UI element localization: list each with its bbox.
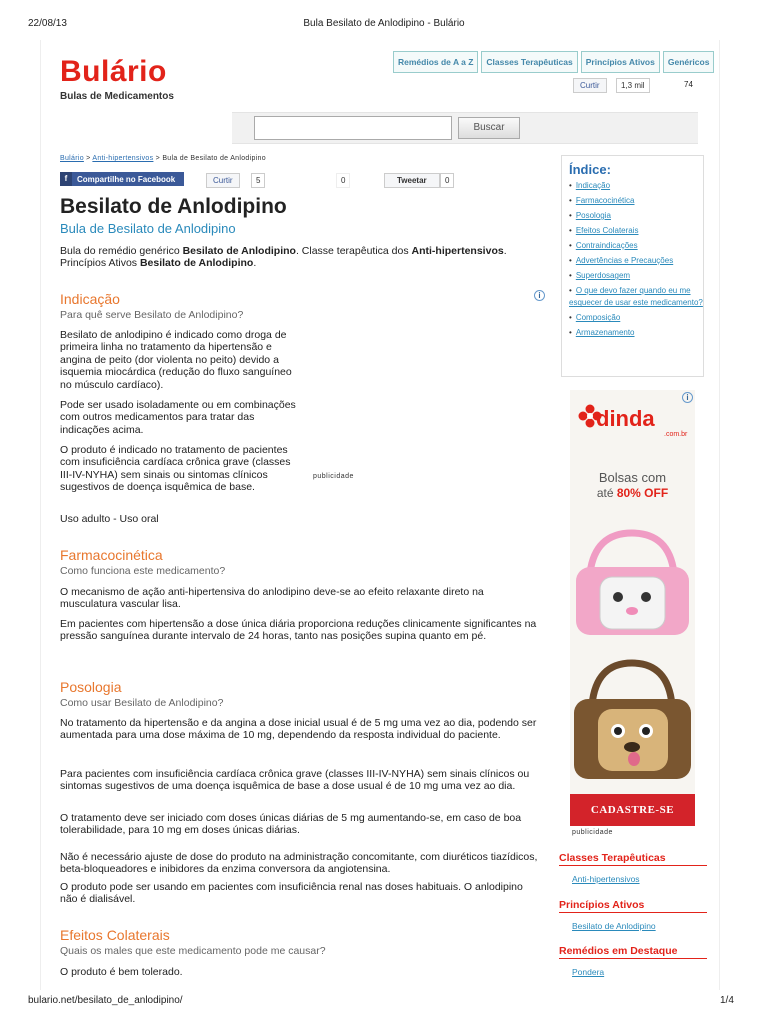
tweet-button[interactable]: Tweetar — [384, 173, 440, 188]
sidebar-principios-heading: Princípios Ativos — [559, 899, 645, 911]
sidebar-classes-link[interactable]: Anti-hipertensivos — [572, 874, 640, 884]
index-item: • Composição — [569, 313, 621, 323]
index-item: • Armazenamento — [569, 328, 635, 338]
ad-info-icon[interactable]: i — [534, 290, 545, 301]
breadcrumb-category[interactable]: Anti-hipertensivos — [92, 155, 154, 162]
section-indicacao-subtitle: Para quê serve Besilato de Anlodipino? — [60, 309, 244, 321]
pink-bag-image — [570, 525, 695, 643]
section-efeitos-title: Efeitos Colaterais — [60, 927, 170, 943]
index-link-superdosagem[interactable]: Superdosagem — [575, 271, 631, 280]
page-title: Besilato de Anlodipino — [60, 195, 287, 218]
posologia-p1: No tratamento da hipertensão e da angina a dose inicial usual é de 5 mg uma vez ao dia, podendo ser aumentada para uma dose máxima de 10 mg, dependendo da resposta individual do paciente. — [60, 717, 537, 742]
index-item: • Posologia — [569, 211, 611, 220]
search-button[interactable]: Buscar — [458, 117, 520, 139]
index-item: • Contraindicações — [569, 241, 638, 250]
index-link-advertencias[interactable]: Advertências e Precauções — [575, 256, 674, 265]
tweet-count: 0 — [440, 173, 454, 188]
sidebar-destaque-link[interactable]: Pondera — [572, 967, 605, 977]
ad-line2 — [570, 486, 695, 500]
brown-bag-image — [570, 655, 695, 787]
intro-text: . Classe terapêutica dos — [295, 245, 412, 257]
index-item: • Farmacocinética — [569, 196, 635, 205]
posologia-p3: O tratamento deve ser iniciado com doses únicas diárias de 5 mg aumentando-se, em caso de boa tolerabilidade, para 10 mg em doses únicas diárias. — [60, 812, 522, 837]
nav-remedios-a-z[interactable]: Remédios de A a Z — [393, 51, 478, 73]
ad-brand-domain: .com.br — [664, 431, 688, 438]
sidebar-ad-label: publicidade — [572, 829, 613, 836]
intro-class-name: Anti-hipertensivos — [411, 245, 504, 257]
posologia-p2: Para pacientes com insuficiência cardíaca crônica grave (classes III-IV-NYHA) sem sinais clínicos ou sintomas sugestivos de uma doença isquêmica de base a dose usual é de 10 mg uma vez ao dia. — [60, 768, 530, 793]
ad-line2-prefix: até — [596, 486, 617, 500]
sidebar-destaque-heading: Remédios em Destaque — [559, 945, 678, 957]
ad-brand-name: dinda — [596, 406, 655, 431]
nav-classes-terapeuticas[interactable]: Classes Terapêuticas — [481, 51, 577, 73]
facebook-icon: f — [60, 172, 72, 186]
nav-genericos[interactable]: Genéricos — [663, 51, 715, 73]
intro-text: . Princípios Ativos — [60, 245, 507, 270]
intro-paragraph — [60, 245, 540, 270]
index-item: • Superdosagem — [569, 271, 631, 280]
print-url: bulario.net/besilato_de_anlodipino/ — [28, 995, 183, 1006]
ad-label: publicidade — [313, 473, 354, 480]
efeitos-p1: O produto é bem tolerado. — [60, 966, 183, 978]
index-link-indicacao[interactable]: Indicação — [575, 181, 611, 190]
search-input[interactable] — [254, 116, 452, 140]
index-item: • Advertências e Precauções — [569, 256, 674, 265]
ad-line1: Bolsas com — [598, 470, 667, 485]
sidebar-classes-heading: Classes Terapêuticas — [559, 852, 666, 864]
curtir-button[interactable]: Curtir — [206, 173, 240, 188]
nav-principios-ativos[interactable]: Princípios Ativos — [581, 51, 660, 73]
farmaco-p2: Em pacientes com hipertensão a dose única diária proporciona reduções clinicamente significantes na pressão sanguínea durante intervalo de 24 horas, tanto nas posições supina quanto em pé. — [60, 618, 537, 643]
index-link-armazenamento[interactable]: Armazenamento — [575, 328, 635, 338]
intro-text: Bula do remédio genérico — [60, 245, 183, 257]
print-date: 22/08/13 — [28, 18, 67, 29]
breadcrumb — [60, 155, 266, 162]
index-link-posologia[interactable]: Posologia — [575, 211, 611, 220]
print-page-number: 1/4 — [720, 995, 734, 1006]
top-nav — [393, 51, 714, 73]
header-curtir-count: 1,3 mil — [616, 78, 650, 93]
ad-brand — [596, 406, 688, 438]
section-posologia-title: Posologia — [60, 679, 122, 695]
sidebar-rule — [559, 865, 707, 866]
page-subtitle: Bula de Besilato de Anlodipino — [60, 221, 236, 236]
facebook-share-button[interactable] — [60, 172, 184, 186]
index-link-esquecer[interactable]: O que devo fazer quando eu me esquecer de usar este medicamento? — [569, 286, 703, 308]
sidebar-ad[interactable] — [570, 390, 695, 826]
breadcrumb-home[interactable]: Bulário — [60, 155, 84, 162]
intro-text: . — [253, 257, 257, 270]
index-item: • O que devo fazer quando eu me esquecer de usar este medicamento? — [569, 286, 703, 308]
farmaco-p1: O mecanismo de ação anti-hipertensiva do anlodipino deve-se ao efeito relaxante direto na musculatura vascular lisa. — [60, 586, 484, 611]
posologia-p5: O produto pode ser usando em pacientes com insuficiência renal nas doses habituais. O anlodipino não é dialisável. — [60, 881, 523, 906]
plusone-count: 0 — [336, 173, 350, 188]
section-farmaco-title: Farmacocinética — [60, 547, 163, 563]
ad-discount: 80% OFF — [616, 486, 669, 500]
index-item: • Efeitos Colaterais — [569, 226, 639, 235]
breadcrumb-sep: > — [153, 155, 163, 162]
section-indicacao-title: Indicação — [60, 291, 120, 307]
section-farmaco-subtitle: Como funciona este medicamento? — [60, 565, 226, 577]
breadcrumb-sep: > — [83, 155, 93, 162]
site-tagline: Bulas de Medicamentos — [60, 91, 174, 102]
header-curtir-button[interactable]: Curtir — [573, 78, 607, 93]
index-title: Índice: — [569, 162, 611, 177]
header-plusone-count: 74 — [684, 80, 693, 89]
index-link-contraindicacoes[interactable]: Contraindicações — [575, 241, 638, 250]
index-link-composicao[interactable]: Composição — [575, 313, 621, 323]
posologia-p4: Não é necessário ajuste de dose do produto na administração concomitante, com diuréticos tiazídicos, beta-bloqueadores e inibidores da enzima conversora da angiotensina. — [60, 851, 538, 876]
intro-active-name: Besilato de Anlodipino — [139, 257, 254, 270]
indicacao-p1: Besilato de anlodipino é indicado como droga de primeira linha no tratamento da hipertensão e angina de peito (dor violenta no peito) devido a isquemia miocárdica (redução do fluxo sanguíneo no músculo cardíaco). — [60, 329, 292, 391]
index-link-farmacocinetica[interactable]: Farmacocinética — [575, 196, 635, 205]
index-link-efeitos[interactable]: Efeitos Colaterais — [575, 226, 639, 235]
ad-info-icon[interactable]: i — [682, 392, 693, 403]
intro-drug-name: Besilato de Anlodipino — [182, 245, 296, 257]
section-posologia-subtitle: Como usar Besilato de Anlodipino? — [60, 697, 224, 709]
index-list — [569, 180, 704, 342]
breadcrumb-current: Bula de Besilato de Anlodipino — [162, 155, 266, 162]
indicacao-p3: O produto é indicado no tratamento de pacientes com insuficiência cardíaca crônica grave (classes III-IV-NYHA) sem sinais ou sintomas clínicos sugestivos de doença isquêmica de base. — [60, 444, 291, 494]
ad-cadastre-button[interactable]: CADASTRE-SE — [570, 794, 695, 826]
sidebar-rule — [559, 912, 707, 913]
section-efeitos-subtitle: Quais os males que este medicamento pode me causar? — [60, 945, 326, 957]
sidebar-principios-link[interactable]: Besilato de Anlodipino — [572, 921, 656, 931]
sidebar-rule — [559, 958, 707, 959]
index-item: • Indicação — [569, 181, 611, 190]
print-title: Bula Besilato de Anlodipino - Bulário — [303, 18, 465, 29]
curtir-count: 5 — [251, 173, 265, 188]
indicacao-p4: Uso adulto - Uso oral — [60, 513, 159, 525]
indicacao-p2: Pode ser usado isoladamente ou em combinações com outros medicamentos para tratar das indicações acima. — [60, 399, 296, 436]
facebook-share-label: Compartilhe no Facebook — [77, 174, 176, 184]
site-logo[interactable]: Bulário — [60, 55, 167, 88]
